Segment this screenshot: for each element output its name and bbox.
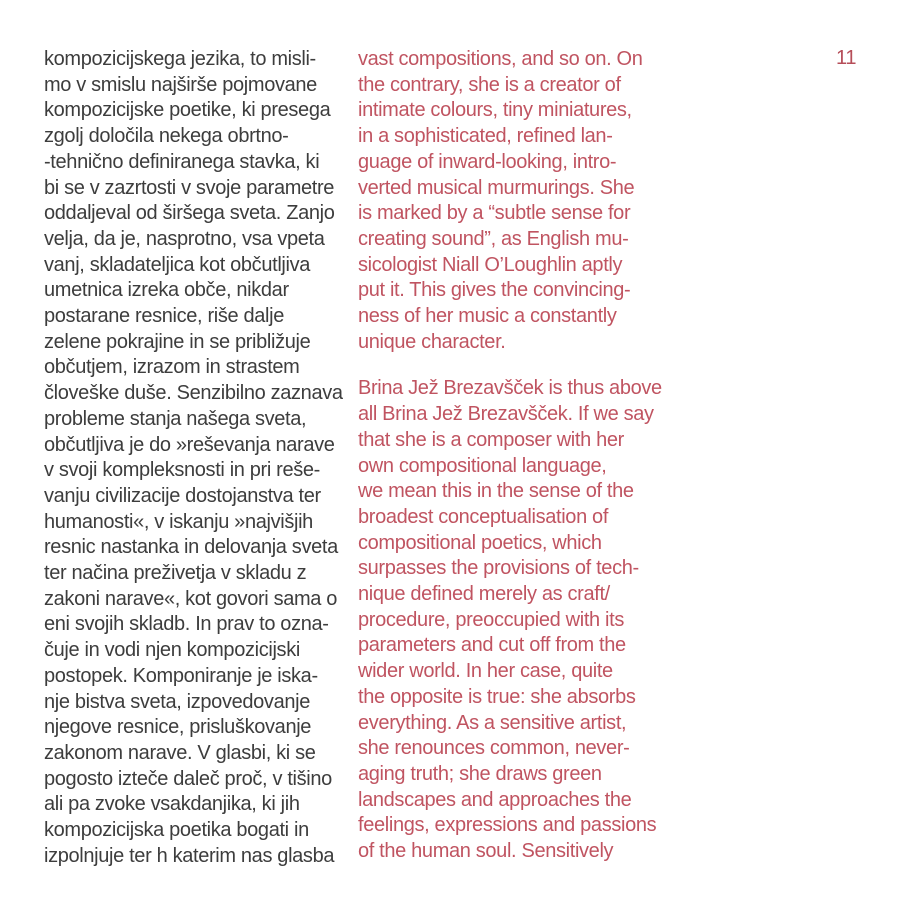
column-english — [358, 47, 660, 865]
text-line: the opposite is true: she absorbs — [358, 685, 636, 708]
text-line: ali pa zvoke vsakdanjika, ki jih — [44, 793, 300, 816]
text-line: postopek. Komponiranje je iska- — [44, 664, 318, 687]
text-line: občutljiva je do »reševanja narave — [44, 433, 335, 456]
text-line: own compositional language, — [358, 454, 607, 477]
page-number: 11 — [836, 47, 857, 69]
text-line: nique defined merely as craft/ — [358, 583, 610, 606]
text-line: vanju civilizacije dostojanstva ter — [44, 484, 321, 507]
text-line: ness of her music a constantly — [358, 305, 617, 328]
text-line: feelings, expressions and passions — [358, 814, 657, 837]
text-line: v svoji kompleksnosti in pri reše- — [44, 459, 320, 482]
text-line: -tehnično definiranega stavka, ki — [44, 150, 320, 173]
text-line: aging truth; she draws green — [358, 762, 602, 785]
text-line: izpolnjuje ter h katerim nas glasba — [44, 844, 335, 867]
text-line: občutjem, izrazom in strastem — [44, 356, 300, 379]
text-line: mo v smislu najširše pojmovane — [44, 73, 317, 96]
text-line: surpasses the provisions of tech- — [358, 557, 639, 580]
paragraph-english-2 — [358, 376, 660, 864]
text-line: kompozicijska poetika bogati in — [44, 819, 309, 842]
text-line: probleme stanja našega sveta, — [44, 407, 307, 430]
text-line: kompozicijske poetike, ki presega — [44, 99, 331, 122]
paragraph-english-1 — [358, 47, 660, 355]
text-line: put it. This gives the convincing- — [358, 279, 631, 302]
text-line: zgolj določila nekega obrtno- — [44, 125, 289, 148]
text-line: zelene pokrajine in se približuje — [44, 330, 311, 353]
text-line: resnic nastanka in delovanja sveta — [44, 536, 338, 559]
text-line: in a sophisticated, refined lan- — [358, 125, 613, 148]
text-line: oddaljeval od širšega sveta. Zanjo — [44, 202, 335, 225]
text-line: postarane resnice, riše dalje — [44, 305, 284, 328]
text-line: all Brina Jež Brezavšček. If we say — [358, 403, 654, 426]
text-line: vast compositions, and so on. On — [358, 48, 643, 70]
text-line: procedure, preoccupied with its — [358, 608, 624, 631]
text-line: ter načina preživetja v skladu z — [44, 562, 307, 585]
text-line: wider world. In her case, quite — [358, 660, 613, 683]
text-line: čuje in vodi njen kompozicijski — [44, 639, 300, 662]
text-line: človeške duše. Senzibilno zaznava — [44, 382, 343, 405]
text-line: bi se v zazrtosti v svoje parametre — [44, 176, 335, 199]
text-line: the contrary, she is a creator of — [358, 73, 621, 96]
text-line: is marked by a “subtle sense for — [358, 202, 631, 225]
text-line: humanosti«, v iskanju »najvišjih — [44, 510, 313, 533]
text-line: creating sound”, as English mu- — [358, 227, 629, 250]
text-line: zakonom narave. V glasbi, ki se — [44, 741, 316, 764]
text-line: vanj, skladateljica kot občutljiva — [44, 253, 311, 276]
text-line: zakoni narave«, kot govori sama o — [44, 587, 338, 610]
text-line: nje bistva sveta, izpovedovanje — [44, 690, 310, 713]
text-line: intimate colours, tiny miniatures, — [358, 99, 632, 122]
text-line: everything. As a sensitive artist, — [358, 711, 627, 734]
paragraph-slovenian-1 — [44, 47, 346, 870]
text-line: umetnica izreka obče, nikdar — [44, 279, 289, 302]
text-line: that she is a composer with her — [358, 428, 624, 451]
text-line: of the human soul. Sensitively — [358, 840, 614, 863]
text-line: Brina Jež Brezavšček is thus above — [358, 377, 662, 400]
text-line: guage of inward-looking, intro- — [358, 150, 617, 173]
text-line: sicologist Niall O’Loughlin aptly — [358, 253, 623, 276]
column-slovenian — [44, 47, 346, 870]
text-line: unique character. — [358, 330, 506, 353]
text-line: pogosto izteče daleč proč, v tišino — [44, 767, 332, 790]
text-line: eni svojih skladb. In prav to ozna- — [44, 613, 329, 636]
text-line: landscapes and approaches the — [358, 788, 632, 811]
text-line: broadest conceptualisation of — [358, 505, 609, 528]
text-line: verted musical murmurings. She — [358, 176, 635, 199]
text-line: velja, da je, nasprotno, vsa vpeta — [44, 227, 325, 250]
text-line: compositional poetics, which — [358, 531, 602, 554]
text-line: kompozicijskega jezika, to misli- — [44, 48, 316, 70]
text-line: parameters and cut off from the — [358, 634, 626, 657]
text-line: njegove resnice, prisluškovanje — [44, 716, 312, 739]
text-line: we mean this in the sense of the — [358, 480, 634, 503]
text-line: she renounces common, never- — [358, 737, 630, 760]
